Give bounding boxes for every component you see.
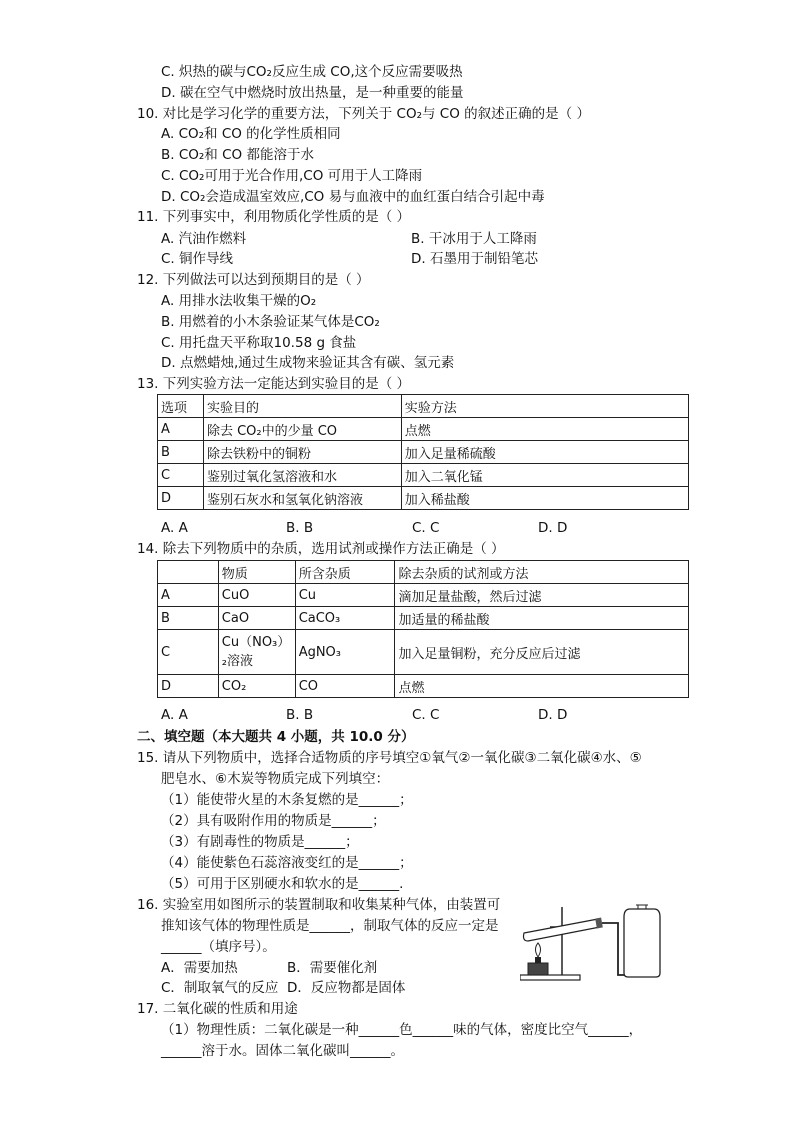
table-header-cell: 选项 bbox=[158, 395, 204, 418]
table-header-cell: 物质 bbox=[218, 561, 295, 584]
q10-option-d: D. CO₂会造成温室效应,CO 易与血液中的血红蛋白结合引起中毒 bbox=[161, 189, 545, 205]
table-row bbox=[158, 630, 689, 675]
table-cell: 加入足量铜粉，充分反应后过滤 bbox=[395, 630, 689, 675]
q11-option-c: C. 铜作导线 bbox=[161, 251, 234, 267]
q15-item-4: （4）能使紫色石蕊溶液变红的是______； bbox=[161, 855, 413, 871]
table-cell: CaO bbox=[218, 607, 295, 630]
q14-answer-b: B. B bbox=[286, 707, 314, 723]
table-cell: 滴加足量盐酸，然后过滤 bbox=[395, 584, 689, 607]
q14-answer-c: C. C bbox=[412, 707, 440, 723]
table-cell: 除去 CO₂中的少量 CO bbox=[203, 418, 401, 441]
table-cell: AgNO₃ bbox=[295, 630, 395, 675]
table-cell: CuO bbox=[218, 584, 295, 607]
q16-option-c: C．制取氧气的反应 bbox=[161, 980, 279, 996]
q16-option-a: A．需要加热 bbox=[161, 960, 238, 976]
table-header-row bbox=[158, 561, 689, 584]
table-cell: 鉴别过氧化氢溶液和水 bbox=[203, 464, 401, 487]
q10-stem: 10. 对比是学习化学的重要方法，下列关于 CO₂与 CO 的叙述正确的是（ ） bbox=[137, 106, 590, 122]
q16-option-b: B．需要催化剂 bbox=[287, 960, 378, 976]
table-header-cell: 实验目的 bbox=[203, 395, 401, 418]
q9-option-d: D. 碳在空气中燃烧时放出热量，是一种重要的能量 bbox=[161, 85, 464, 101]
q15-stem-line2: 肥皂水、⑥木炭等物质完成下列填空： bbox=[161, 771, 390, 787]
table-row bbox=[158, 418, 689, 441]
table-header-cell: 所含杂质 bbox=[295, 561, 395, 584]
q14-answer-d: D. D bbox=[538, 707, 568, 723]
q17-line2: ______溶于水。固体二氧化碳叫______。 bbox=[161, 1043, 404, 1059]
table-header-cell: 实验方法 bbox=[401, 395, 688, 418]
q10-option-a: A. CO₂和 CO 的化学性质相同 bbox=[161, 126, 341, 142]
table-cell: CO₂ bbox=[218, 675, 295, 698]
q13-stem: 13. 下列实验方法一定能达到实验目的是（ ） bbox=[137, 376, 411, 392]
q15-item-1: （1）能使带火星的木条复燃的是______； bbox=[161, 792, 413, 808]
q13-answer-d: D. D bbox=[538, 520, 568, 536]
table-cell: C bbox=[158, 630, 219, 675]
q10-option-c: C. CO₂可用于光合作用,CO 可用于人工降雨 bbox=[161, 168, 423, 184]
q12-option-a: A. 用排水法收集干燥的O₂ bbox=[161, 293, 317, 309]
q11-stem: 11. 下列事实中，利用物质化学性质的是（ ） bbox=[137, 209, 411, 225]
q16-line1: 16. 实验室用如图所示的装置制取和收集某种气体，由装置可 bbox=[137, 897, 501, 913]
q12-stem: 12. 下列做法可以达到预期目的是（ ） bbox=[137, 272, 370, 288]
q16-line2: 推知该气体的物理性质是______，制取气体的反应一定是 bbox=[161, 918, 499, 934]
q13-answer-a: A. A bbox=[161, 520, 188, 536]
table-cell: 除去铁粉中的铜粉 bbox=[203, 441, 401, 464]
table-row bbox=[158, 584, 689, 607]
table-cell: 加入足量稀硫酸 bbox=[401, 441, 688, 464]
table-cell: 加适量的稀盐酸 bbox=[395, 607, 689, 630]
table-cell: D bbox=[158, 675, 219, 698]
table-row bbox=[158, 675, 689, 698]
table-cell: 加入二氧化锰 bbox=[401, 464, 688, 487]
table-header-row bbox=[158, 395, 689, 418]
table-cell: 点燃 bbox=[395, 675, 689, 698]
q16-line3: ______（填序号）。 bbox=[161, 939, 276, 955]
q12-option-c: C. 用托盘天平称取10.58 g 食盐 bbox=[161, 335, 357, 351]
table-cell: B bbox=[158, 441, 204, 464]
q14-answer-a: A. A bbox=[161, 707, 188, 723]
table-cell: B bbox=[158, 607, 219, 630]
q16-option-d: D．反应物都是固体 bbox=[287, 980, 406, 996]
table-row bbox=[158, 607, 689, 630]
section-heading: 二、填空题（本大题共 4 小题，共 10.0 分） bbox=[137, 729, 415, 745]
q12-option-b: B. 用燃着的小木条验证某气体是CO₂ bbox=[161, 314, 380, 330]
table-cell: CO bbox=[295, 675, 395, 698]
q15-item-5: （5）可用于区别硬水和软水的是______. bbox=[161, 876, 404, 892]
q11-option-d: D. 石墨用于制铅笔芯 bbox=[411, 251, 538, 267]
q13-answer-c: C. C bbox=[412, 520, 440, 536]
table-row bbox=[158, 441, 689, 464]
q10-option-b: B. CO₂和 CO 都能溶于水 bbox=[161, 147, 314, 163]
q15-item-3: （3）有剧毒性的物质是______； bbox=[161, 834, 359, 850]
q17-line1: （1）物理性质：二氧化碳是一种______色______味的气体，密度比空气______， bbox=[161, 1022, 643, 1038]
table-cell: Cu bbox=[295, 584, 395, 607]
table-cell: Cu（NO₃）₂溶液 bbox=[218, 630, 295, 675]
q14-table bbox=[157, 560, 689, 698]
table-cell: CaCO₃ bbox=[295, 607, 395, 630]
gas-generation-apparatus-icon bbox=[520, 903, 670, 988]
table-header-cell: 除去杂质的试剂或方法 bbox=[395, 561, 689, 584]
table-cell: 加入稀盐酸 bbox=[401, 487, 688, 510]
q13-answer-b: B. B bbox=[286, 520, 314, 536]
q15-stem-line1: 15. 请从下列物质中，选择合适物质的序号填空①氧气②一氧化碳③二氧化碳④水、⑤ bbox=[137, 750, 642, 766]
q12-option-d: D. 点燃蜡烛,通过生成物来验证其含有碳、氢元素 bbox=[161, 355, 455, 371]
q11-option-a: A. 汽油作燃料 bbox=[161, 231, 247, 247]
table-row bbox=[158, 487, 689, 510]
table-row bbox=[158, 464, 689, 487]
table-cell: C bbox=[158, 464, 204, 487]
table-cell: A bbox=[158, 418, 204, 441]
q11-option-b: B. 干冰用于人工降雨 bbox=[411, 231, 537, 247]
table-cell: 点燃 bbox=[401, 418, 688, 441]
q14-stem: 14. 除去下列物质中的杂质，选用试剂或操作方法正确是（ ） bbox=[137, 541, 505, 557]
table-cell: D bbox=[158, 487, 204, 510]
q17-stem: 17. 二氧化碳的性质和用途 bbox=[137, 1001, 298, 1017]
table-header-cell bbox=[158, 561, 219, 584]
q13-table bbox=[157, 394, 689, 510]
q15-item-2: （2）具有吸附作用的物质是______； bbox=[161, 813, 386, 829]
q9-option-c: C. 炽热的碳与CO₂反应生成 CO,这个反应需要吸热 bbox=[161, 64, 463, 80]
table-cell: 鉴别石灰水和氢氧化钠溶液 bbox=[203, 487, 401, 510]
table-cell: A bbox=[158, 584, 219, 607]
